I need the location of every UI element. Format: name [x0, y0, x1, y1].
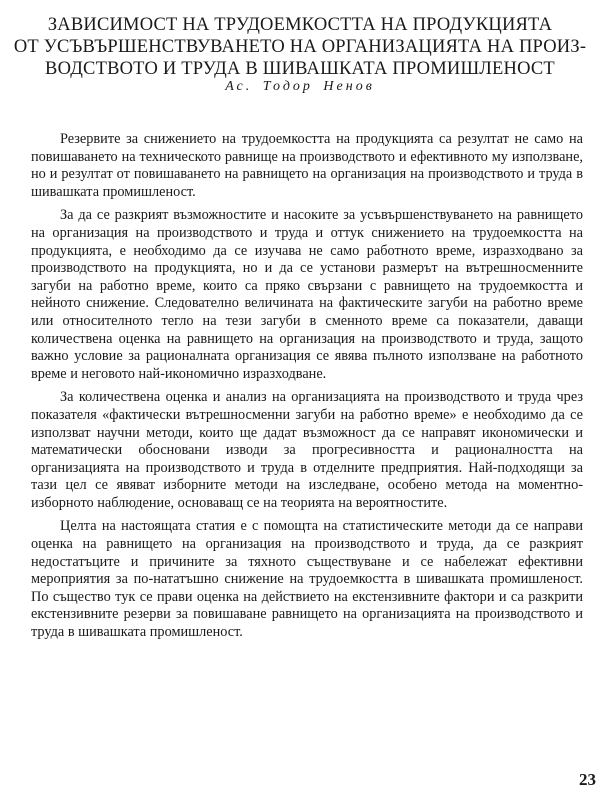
article-body	[31, 131, 583, 648]
paragraph-3: За количествена оценка и анализ на организацията на производството и труда чрез показателя «фактически вътрешносменни загуби на работно време» е необходимо да се използват научни методи, които ще дадат възможност да се направят икономически и математически обосновани изводи за прогресивността и рационалността на организацията на производството и труда в отделните предприятия. Най-подходящи за тази цел се явяват изборните методи на изследване, особено метода на моментно-изборното наблюдение, основаващ се на теорията на вероятностите.	[31, 389, 583, 511]
title-line-1: ЗАВИСИМОСТ НА ТРУДОЕМКОСТТА НА ПРОДУКЦИЯТА	[47, 15, 553, 36]
paragraph-2: За да се разкрият възможностите и насоките за усъвършенствуването на равнището на организация на производството и труда и оттук снижението на трудоемкостта на продукцията, е необходимо да се изучава не само работното време, изразходвано за производството на продукцията, но и да се установи размерът на вътрешносменните загуби на работно време, които са пряко свързани с равнището на трудоемкостта и нейното снижение. Следователно величината на фактическите загуби на работно време или относителното тегло на тези загуби в сменното време са показатели, даващи количествена оценка на равнището на организация на производството и труда, защото важно условие за рационалната организация се явява пълното използване на работното време и неговото най-икономично изразходване.	[31, 207, 583, 382]
article-author: Ас. Тодор Ненов	[225, 79, 375, 94]
article-title	[0, 14, 600, 80]
title-line-3: ВОДСТВОТО И ТРУДА В ШИВАШКАТА ПРОМИШЛЕНОСТ	[45, 59, 555, 80]
page-number: 23	[579, 770, 596, 789]
paragraph-4: Целта на настоящата статия е с помощта на статистическите методи да се направи оценка на равнището на организация на производството и труда, да се разкрият недостатъците и причините за тяхното съществуване и се набележат ефективни мероприятия за по-нататъшно снижение на трудоемкостта в шивашката промишленост. По същество тук се прави оценка на действието на екстензивните фактори и са разкрити екстензивните резерви за повишаване равнището на организацията на производството и труда в шивашката промишленост.	[31, 518, 583, 641]
paragraph-1: Резервите за снижението на трудоемкостта на продукцията са резултат не само на повишаването на техническото равнище на производството и ефективното му използване, но и резултат от повишаването на равнището на организация на производството и труда в шивашката промишленост.	[31, 131, 583, 200]
title-line-2: ОТ УСЪВЪРШЕНСТВУВАНЕТО НА ОРГАНИЗАЦИЯТА НА ПРОИЗ-	[13, 37, 587, 58]
